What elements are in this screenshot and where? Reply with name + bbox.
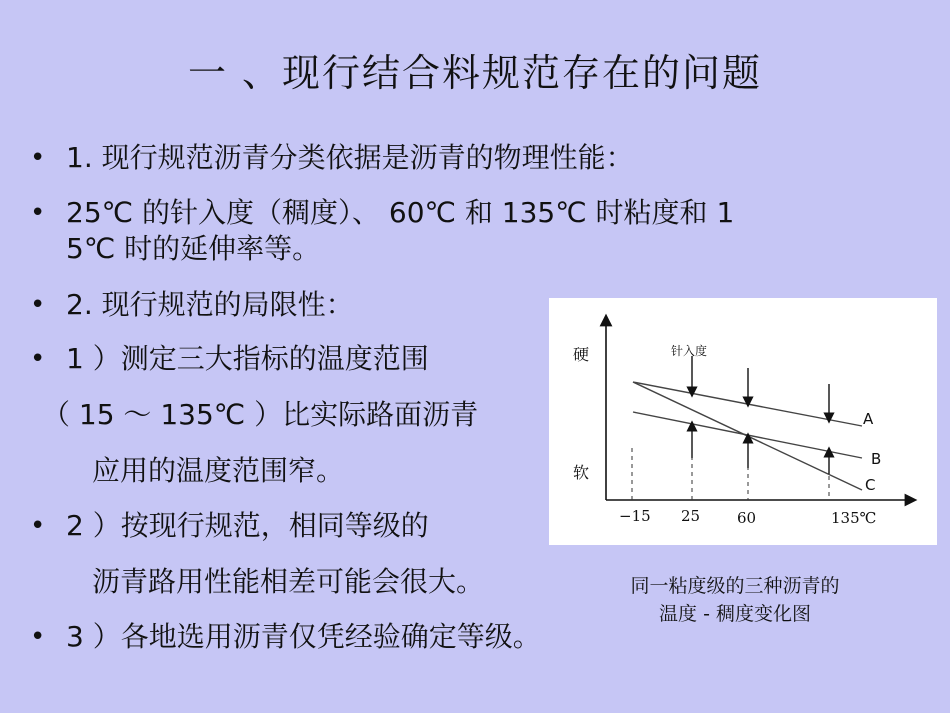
bullet-text-2-cont: 5℃ 时的延伸率等。 [66,232,321,265]
bullet-marker: • [30,143,46,173]
bullet-text-1: 1. 现行规范沥青分类依据是沥青的物理性能： [66,141,634,174]
bullet-marker: • [30,198,46,228]
bullet-text-5-cont: 沥青路用性能相差可能会很大。 [92,565,485,598]
x-tick-label: 25 [681,507,701,525]
curve-label-a: A [863,410,874,428]
bullet-text-3: 2. 现行规范的局限性： [66,288,354,321]
bullet-marker: • [30,344,46,374]
figure-caption-line2: 温度 - 稠度变化图 [659,603,811,625]
bullet-marker: • [30,622,46,652]
bullet-text-6: 3 ）各地选用沥青仅凭经验确定等级。 [66,620,541,653]
x-tick-label: 135℃ [831,509,877,527]
temperature-consistency-figure [549,298,937,545]
x-tick-label: 60 [737,509,757,527]
bullet-marker: • [30,290,46,320]
annotation-label: 针入度 [671,344,708,358]
bullet-text-5: 2 ）按现行规范，相同等级的 [66,509,429,542]
bullet-text-2: 25℃ 的针入度（稠度）、 60℃ 和 135℃ 时粘度和 1 [66,196,735,229]
figure-caption-line1: 同一粘度级的三种沥青的 [630,575,840,597]
curve-label-b: B [871,450,882,468]
y-bottom-label: 软 [573,463,590,482]
y-top-label: 硬 [573,345,590,364]
x-tick-label: −15 [619,507,651,525]
curve-label-c: C [865,476,876,494]
bullet-text-4-cont: （ 15 ～ 135℃ ）比实际路面沥青 [42,398,479,431]
bullet-text-4-cont2: 应用的温度范围窄。 [92,454,345,487]
page-title: 一 、现行结合料规范存在的问题 [187,51,763,95]
bullet-text-4: 1 ）测定三大指标的温度范围 [66,342,429,375]
bullet-marker: • [30,511,46,541]
